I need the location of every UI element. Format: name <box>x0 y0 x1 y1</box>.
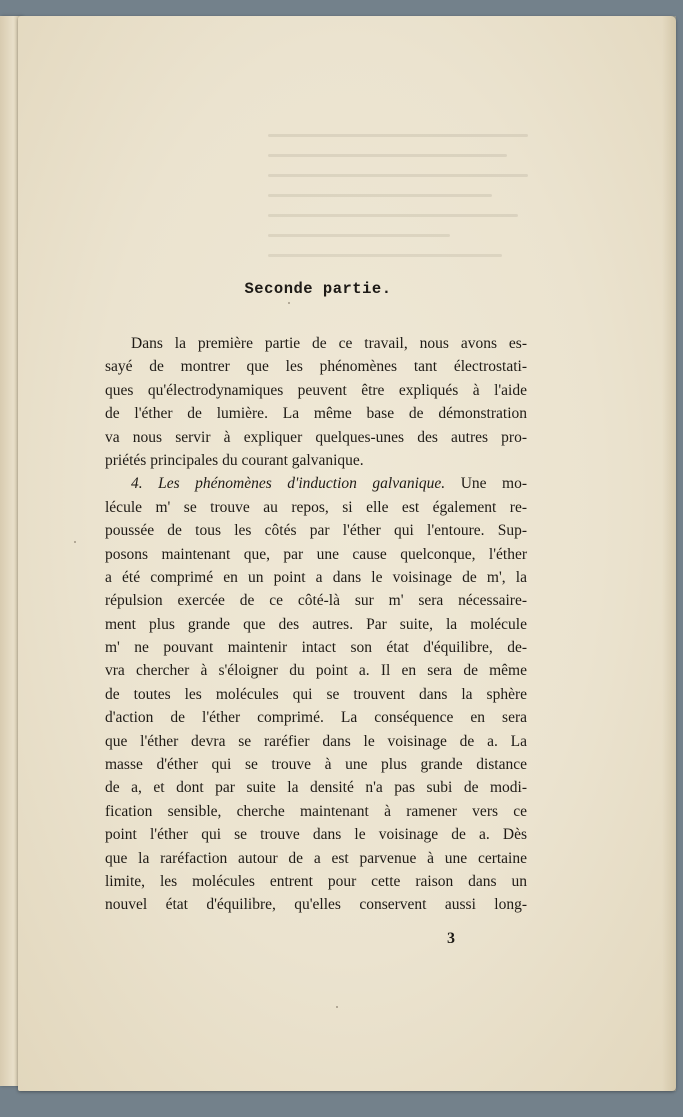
text-line: Dans la première partie de ce travail, nous avons es- <box>131 335 527 352</box>
text-line: lécule m' se trouve au repos, si elle est également re- <box>105 498 527 516</box>
text-line: ques qu'électrodynamiques peuvent être expliqués à l'aide <box>105 381 527 399</box>
text-line: va nous servir à expliquer quelques-unes des autres pro- <box>105 428 527 446</box>
page-number: 3 <box>447 930 455 947</box>
paper-speck <box>336 1006 338 1008</box>
book-page <box>18 16 676 1091</box>
text-line: de toutes les molécules qui se trouvent dans la sphère <box>105 685 527 703</box>
paper-speck <box>74 541 76 543</box>
text-line: priétés principales du courant galvanique. <box>105 451 364 469</box>
text-line: limite, les molécules entrent pour cette raison dans un <box>105 872 527 890</box>
text-line: de l'éther de lumière. La même base de démonstration <box>105 405 527 423</box>
text-line: répulsion exercée de ce côté-là sur m' sera nécessaire- <box>105 592 527 610</box>
text-line: fication sensible, cherche maintenant à ramener vers ce <box>105 802 527 820</box>
text-line: que la raréfaction autour de a est parvenue à une certaine <box>105 849 527 867</box>
text-line: nouvel état d'équilibre, qu'elles conservent aussi long- <box>105 896 527 914</box>
text-line: a été comprimé en un point a dans le voisinage de m', la <box>105 568 527 586</box>
bleed-through-text <box>268 134 528 304</box>
text-line: de a, et dont par suite la densité n'a pas subi de modi- <box>105 779 527 797</box>
text-line: vra chercher à s'éloigner du point a. Il en sera de même <box>105 662 527 680</box>
subsection-text: Une mo- <box>460 475 528 493</box>
body-text <box>105 332 527 917</box>
text-line: m' ne pouvant maintenir intact son état d'équilibre, de- <box>105 639 527 657</box>
paper-speck <box>288 302 290 304</box>
text-line: que l'éther devra se raréfier dans le voisinage de a. La <box>105 732 527 750</box>
text-line: d'action de l'éther comprimé. La conséquence en sera <box>105 709 527 727</box>
text-line: poussée de tous les côtés par l'éther qui l'entoure. Sup- <box>105 522 527 540</box>
section-heading: Seconde partie. <box>244 280 392 298</box>
text-line: masse d'éther qui se trouve à une plus grande distance <box>105 756 527 774</box>
subsection-title: 4. Les phénomènes d'induction galvanique. <box>131 475 446 493</box>
text-line: point l'éther qui se trouve dans le voisinage de a. Dès <box>105 826 527 844</box>
text-line: ment plus grande que des autres. Par suite, la molécule <box>105 615 527 633</box>
text-line: posons maintenant que, par une cause quelconque, l'éther <box>105 545 527 563</box>
text-line: sayé de montrer que les phénomènes tant électrostati- <box>105 358 527 376</box>
text-line-section-start <box>105 472 527 495</box>
